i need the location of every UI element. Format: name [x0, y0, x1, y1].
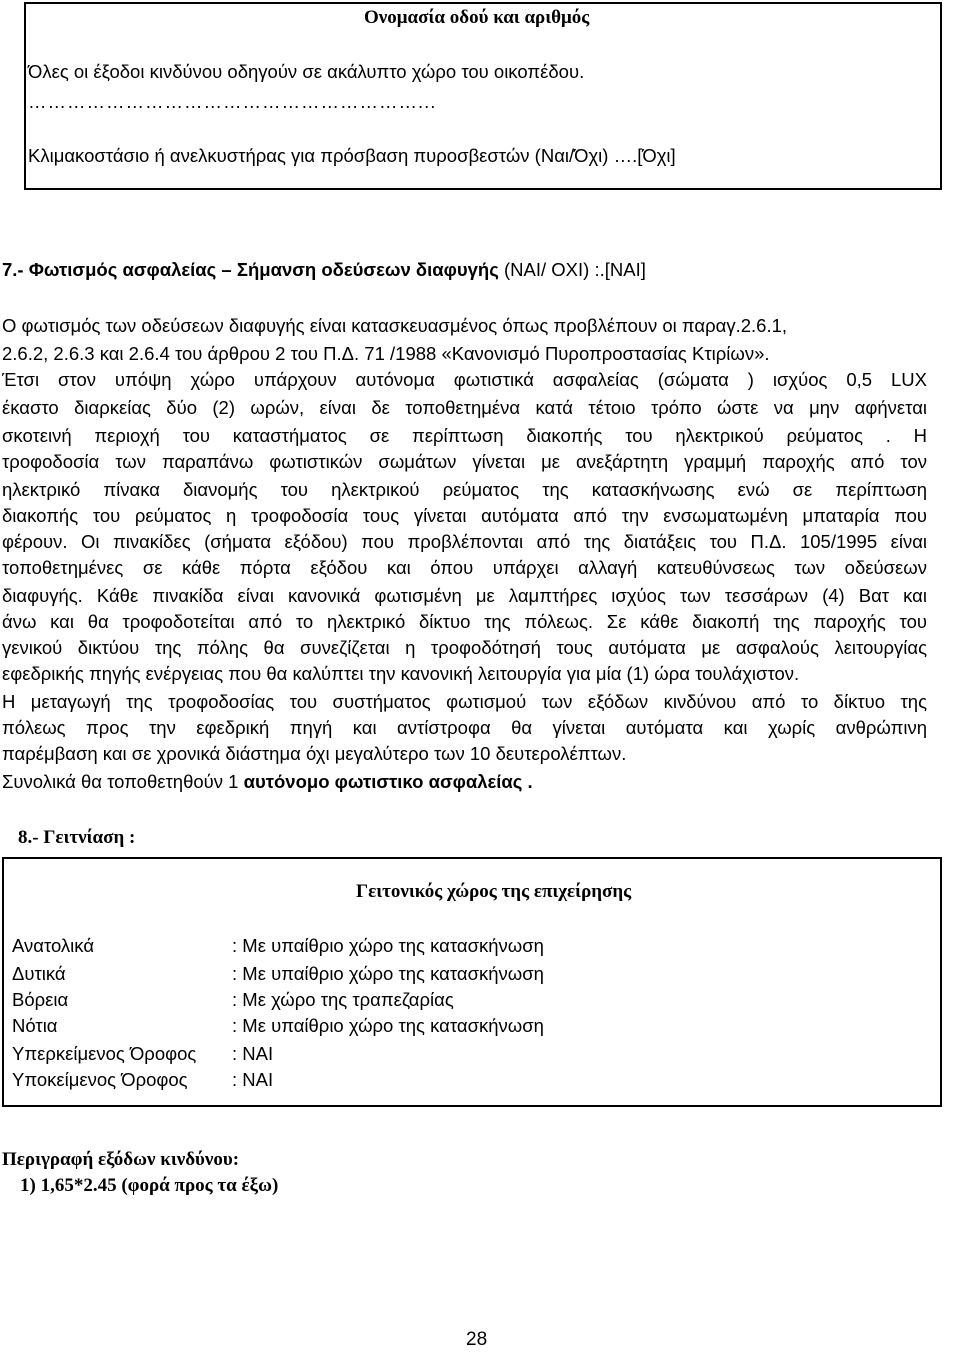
section-7-heading — [2, 258, 646, 282]
neighborhood-label: Υποκείμενος Όροφος — [12, 1069, 188, 1090]
section-7-paragraph-line: ηλεκτρικό πίνακα διανομής του ηλεκτρικού ρεύματος της κατασκήνωσης ενώ σε περίπτωση — [2, 479, 927, 500]
page-number: 28 — [466, 1329, 488, 1350]
neighborhood-row — [12, 1014, 544, 1038]
neighborhood-row — [12, 1068, 273, 1092]
section-7-heading-answer: (ΝΑΙ/ ΟΧΙ) :.[ΝΑΙ] — [498, 259, 646, 280]
neighborhood-row — [12, 988, 454, 1012]
neighborhood-label: Δυτικά — [12, 963, 66, 984]
section-7-paragraph-line: διακοπής του ρεύματος η τροφοδοσία τους γίνεται αυτόματα από την ενσωματωμένη μπαταρία που — [2, 505, 927, 526]
section-7-paragraph-line: σκοτεινή περιοχή του καταστήματος σε περίπτωση διακοπής του ηλεκτρικού ρεύματος . Η — [2, 425, 927, 446]
neighborhood-value: : Με υπαίθριο χώρο της κατασκήνωση — [232, 963, 544, 984]
section-7-paragraph-line: φέρουν. Οι πινακίδες (σήματα εξόδου) που προβλέπονται από της διατάξεις του Π.Δ. 105/1995 είναι — [2, 531, 927, 552]
neighborhood-value: : Με υπαίθριο χώρο της κατασκήνωση — [232, 1015, 544, 1036]
exit-item: 1) 1,65*2.45 (φορά προς τα έξω) — [20, 1175, 279, 1196]
section-7-paragraph2-line: Η μεταγωγή της τροφοδοσίας του συστήματος φωτισμού των εξόδων κινδύνου από το δίκτυο της — [2, 691, 927, 712]
neighborhood-label: Βόρεια — [12, 989, 69, 1010]
staircase-access-line: Κλιμακοστάσιο ή ανελκυστήρας για πρόσβαση πυροσβεστών (Ναι/Όχι) ….[Όχι] — [28, 145, 676, 166]
neighborhood-value: : ΝΑΙ — [232, 1043, 274, 1064]
neighborhood-box-title: Γειτονικός χώρος της επιχείρησης — [356, 881, 632, 902]
section-7-paragraph-line: διαφυγής. Κάθε πινακίδα είναι κανονικά φωτισμένη με λαμπτήρες ισχύος των τεσσάρων (4) Βατ και — [2, 585, 927, 606]
neighborhood-row — [12, 934, 544, 958]
section-7-intro-line: Ο φωτισμός των οδεύσεων διαφυγής είναι κατασκευασμένος όπως προβλέπουν οι παραγ.2.6.1, — [2, 315, 788, 336]
section-7-paragraph-line: τροφοδοσία των παραπάνω φωτιστικών σωμάτων γίνεται με ανεξάρτητη γραμμή παροχής από τον — [2, 451, 927, 472]
section-7-paragraph-line: γενικού δικτύου της πόλης θα συνεζίζεται η τροφοδότησή τους αυτόματα με ασφαλούς λειτουργίας — [2, 637, 927, 658]
section-7-paragraph-line: Έτσι στον υπόψη χώρο υπάρχουν αυτόνομα φωτιστικά ασφαλείας (σώματα ) ισχύος 0,5 LUX — [2, 369, 927, 390]
section-7-total — [2, 770, 533, 794]
section-7-heading-bold: 7.- Φωτισμός ασφαλείας – Σήμανση οδεύσεων διαφυγής — [2, 259, 499, 280]
neighborhood-value: : ΝΑΙ — [232, 1069, 274, 1090]
section-7-paragraph-line: εφεδρικής πηγής ενέργειας που θα καλύπτει την κανονική λειτουργία για μία (1) ώρα τουλάχιστον. — [2, 663, 800, 684]
section-7-paragraph-line: τοποθετημένες σε κάθε πόρτα εξόδου και όπου υπάρχει αλλαγή κατευθύνσεως των οδεύσεων — [2, 557, 927, 578]
street-info-line: Όλες οι έξοδοι κινδύνου οδηγούν σε ακάλυπτο χώρο του οικοπέδου. — [28, 61, 585, 82]
neighborhood-label: Νότια — [12, 1015, 58, 1036]
exits-heading: Περιγραφή εξόδων κινδύνου: — [2, 1149, 240, 1170]
street-info-title: Ονομασία οδού και αριθμός — [364, 7, 590, 28]
section-7-paragraph2-line: παρέμβαση και σε χρονικά διάστημα όχι μεγαλύτερο των 10 δευτερολέπτων. — [2, 743, 627, 764]
section-7-paragraph-line: έκαστο διαρκείας δύο (2) ωρών, είναι δε τοποθετημένα κατά τέτοιο τρόπο ώστε να μην αφήνεται — [2, 397, 927, 418]
neighborhood-row — [12, 1042, 273, 1066]
section-7-intro-line: 2.6.2, 2.6.3 και 2.6.4 του άρθρου 2 του Π.Δ. 71 /1988 «Κανονισμό Πυροπροστασίας Κτιρίων». — [2, 343, 770, 364]
section-8-heading: 8.- Γειτνίαση : — [18, 827, 136, 848]
section-7-paragraph2-line: πόλεως προς την εφεδρική πηγή και αντίστροφα θα γίνεται αυτόματα και χωρίς ανθρώπινη — [2, 717, 927, 738]
section-7-paragraph-line: άνω και θα τροφοδοτείται από το ηλεκτρικό δίκτυο της πόλεως. Σε κάθε διακοπή της παροχής του — [2, 611, 927, 632]
section-7-total-bold: αυτόνομο φωτιστικο ασφαλείας . — [243, 771, 533, 792]
neighborhood-label: Ανατολικά — [12, 935, 95, 956]
neighborhood-value: : Με χώρο της τραπεζαρίας — [232, 989, 454, 1010]
dotted-line: ……………………………………………………... — [28, 91, 437, 112]
neighborhood-label: Υπερκείμενος Όροφος — [12, 1043, 197, 1064]
neighborhood-row — [12, 962, 544, 986]
neighborhood-value: : Με υπαίθριο χώρο της κατασκήνωση — [232, 935, 544, 956]
section-7-total-prefix: Συνολικά θα τοποθετηθούν 1 — [2, 771, 244, 792]
